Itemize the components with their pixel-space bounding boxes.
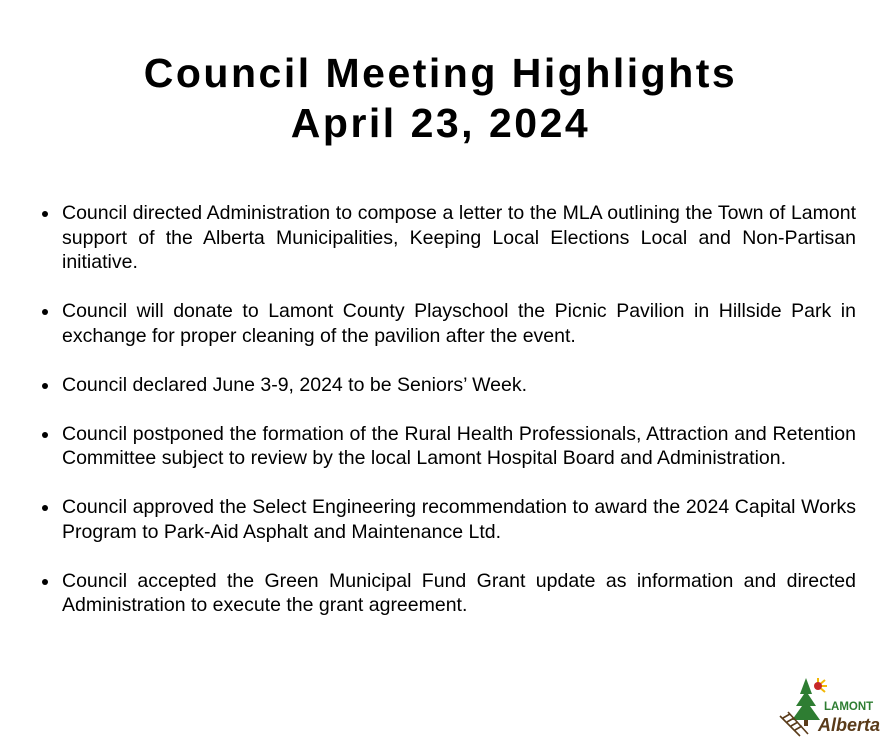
lamont-alberta-logo <box>778 676 881 738</box>
title-line-1: Council Meeting Highlights <box>143 50 738 96</box>
list-item: Council postponed the formation of the Rural Health Professionals, Attraction and Retention Committee subject to review by the local Lamont Hospital Board and Administration. <box>38 422 856 471</box>
list-item: Council approved the Select Engineering recommendation to award the 2024 Capital Works Program to Park-Aid Asphalt and Maintenance Ltd. <box>38 495 856 544</box>
logo-word-top: LAMONT <box>824 701 874 713</box>
list-item: Council accepted the Green Municipal Fund Grant update as information and directed Administration to execute the grant agreement. <box>38 569 856 618</box>
list-item: Council will donate to Lamont County Playschool the Picnic Pavilion in Hillside Park in exchange for proper cleaning of the pavilion after the event. <box>38 299 856 348</box>
sun-icon <box>814 678 827 692</box>
title-line-2: April 23, 2024 <box>290 100 591 146</box>
list-item: Council directed Administration to compose a letter to the MLA outlining the Town of Lamont support of the Alberta Municipalities, Keeping Local Elections Local and Non-Partisan initiative. <box>38 201 856 275</box>
highlights-list <box>38 201 856 642</box>
logo-word-bottom: Alberta <box>818 715 881 735</box>
list-item: Council declared June 3-9, 2024 to be Seniors’ Week. <box>38 373 856 398</box>
page-title <box>0 48 881 148</box>
